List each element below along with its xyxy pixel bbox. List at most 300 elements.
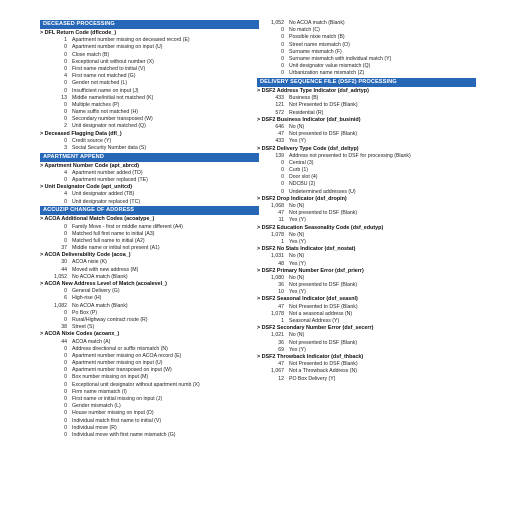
entry-count: 0 <box>64 374 67 381</box>
entry-label: Apartment number added (TD) <box>72 169 143 176</box>
entry-label: Apartment number missing on ACOA record (E) <box>72 352 182 359</box>
entry-row <box>40 360 259 367</box>
entry-label: Close match (B) <box>72 51 110 58</box>
entry-count: 139 <box>275 152 284 159</box>
field-title: > DSF2 Secondary Number Error (dsf_secerr) <box>257 325 374 332</box>
entry-count: 0 <box>64 360 67 367</box>
entry-count: 0 <box>281 63 284 70</box>
entry-count: 0 <box>64 309 67 316</box>
entry-row <box>40 396 259 403</box>
field-title: > DSF2 Throwback Indicator (dsf_thback) <box>257 353 364 360</box>
entry-label: Multiple matches (P) <box>72 101 120 108</box>
entry-row <box>40 245 259 252</box>
field-title: > DFL Return Code (dflcode_) <box>40 30 117 36</box>
entry-count: 0 <box>64 87 67 94</box>
section-header: APARTMENT APPEND <box>40 153 259 162</box>
entry-count: 0 <box>64 58 67 65</box>
entry-count: 36 <box>278 339 284 346</box>
entry-label: Possible nixie match (B) <box>289 34 345 41</box>
entry-row <box>257 138 476 145</box>
entry-row <box>40 123 259 130</box>
entry-label: Not presented to DSF (Blank) <box>289 131 358 138</box>
entry-count: 0 <box>281 159 284 166</box>
entry-label: Insufficient name on input (J) <box>72 87 139 94</box>
entry-row <box>40 339 259 346</box>
entry-label: First name or initial missing on input (J) <box>72 396 163 402</box>
entry-count: 0 <box>64 51 67 58</box>
field-group <box>40 30 259 131</box>
entry-count: 0 <box>64 410 67 417</box>
entry-label: Unit designator added (TB) <box>72 191 135 198</box>
entry-label: Not a Throwback Address (N) <box>289 368 357 375</box>
entry-row <box>257 311 476 318</box>
entry-label: Yes (Y) <box>289 346 306 353</box>
entry-count: 0 <box>64 116 67 123</box>
entry-row <box>257 167 476 174</box>
entry-label: Yes (Y) <box>289 217 306 224</box>
section-accuzip-change-of-address <box>40 206 259 439</box>
entry-row <box>40 259 259 266</box>
entry-row <box>257 340 476 347</box>
entry-row <box>257 49 476 56</box>
field-group <box>257 296 476 325</box>
field-group <box>257 354 476 383</box>
field-group <box>257 268 476 297</box>
entry-row <box>257 160 476 167</box>
entry-count: 4 <box>64 191 67 198</box>
entry-label: Residential (R) <box>289 109 324 116</box>
entry-count: 47 <box>278 131 284 138</box>
entry-row <box>40 425 259 432</box>
entry-count: 0 <box>281 41 284 48</box>
entry-row <box>257 95 476 102</box>
entry-row <box>40 88 259 95</box>
entry-row <box>257 56 476 63</box>
field-group <box>257 196 476 225</box>
entry-row <box>257 210 476 217</box>
entry-label: House number missing on input (D) <box>72 410 154 417</box>
entry-label: Matched full first name to initial (A3) <box>72 230 155 237</box>
entry-label: No (N) <box>289 123 305 130</box>
entry-row <box>40 177 259 184</box>
entry-label: Apartment number replaced (TE) <box>72 177 148 184</box>
entry-row <box>257 304 476 311</box>
entry-row <box>40 73 259 80</box>
entry-row <box>257 63 476 70</box>
entry-count: 0 <box>64 101 67 108</box>
entry-label: Address directional or suffix mismatch (N) <box>72 345 168 352</box>
entry-label: Gender mismatch (L) <box>72 403 121 410</box>
entry-label: Firm name mismatch (I) <box>72 388 127 395</box>
entry-count: 44 <box>61 266 67 273</box>
entry-row <box>40 274 259 281</box>
field-group <box>257 246 476 268</box>
entry-row <box>40 138 259 145</box>
entry-count: 0 <box>281 70 284 77</box>
field-title: > DSF2 Delivery Type Code (dsf_deltyp) <box>257 145 359 152</box>
entry-count: 11 <box>278 217 284 224</box>
entry-count: 0 <box>64 177 67 184</box>
entry-label: ACOA nixie (K) <box>72 259 107 266</box>
entry-label: First name not matched (G) <box>72 73 136 80</box>
entry-label: Street name mismatch (O) <box>289 41 350 48</box>
entry-label: Matched full name to initial (A2) <box>72 237 145 244</box>
entry-count: 0 <box>64 230 67 237</box>
entry-count: 3 <box>64 145 67 151</box>
entry-row <box>257 174 476 181</box>
entry-label: Apartment number missing on input (U) <box>72 44 163 51</box>
entry-row <box>40 367 259 374</box>
entry-count: 0 <box>281 55 284 62</box>
field-title: > DSF2 Address Type Indicator (dsf_adrtyp) <box>257 88 369 94</box>
entry-label: Business (B) <box>289 95 319 102</box>
entry-label: Surname mismatch with individual match (Y) <box>289 55 392 62</box>
entry-row <box>257 376 476 383</box>
entry-count: 1 <box>281 318 284 324</box>
entry-row <box>40 238 259 245</box>
entry-count: 0 <box>64 65 67 72</box>
entry-count: 47 <box>278 361 284 368</box>
entry-label: General Delivery (G) <box>72 288 120 295</box>
entry-label: Gender not matched (L) <box>72 80 128 87</box>
entry-count: 0 <box>281 167 284 174</box>
entry-label: Not a seasonal address (N) <box>289 310 353 317</box>
field-group <box>257 325 476 354</box>
entry-label: Not Presented to DSF (Blank) <box>289 102 358 109</box>
entry-count: 572 <box>275 109 284 116</box>
entry-count: 0 <box>64 237 67 244</box>
entry-row <box>257 239 476 246</box>
entry-label: Door slot (4) <box>289 174 318 181</box>
field-title: > DSF2 No Stats Indicator (dsf_nostat) <box>257 246 356 253</box>
entry-label: Not presented to DSF (Blank) <box>289 282 358 289</box>
entry-label: First name matched to initial (V) <box>72 65 146 72</box>
entry-count: 4 <box>64 169 67 176</box>
entry-count: 13 <box>61 94 67 101</box>
entry-row <box>40 389 259 396</box>
entry-row <box>40 231 259 238</box>
entry-label: No (N) <box>289 253 305 260</box>
field-group <box>40 281 259 331</box>
entry-label: No ACOA match (Blank) <box>289 20 345 26</box>
entry-count: 1,080 <box>271 274 284 281</box>
entry-count: 0 <box>281 174 284 181</box>
entry-count: 0 <box>64 431 67 438</box>
entry-label: No ACOA match (Blank) <box>72 273 128 280</box>
entry-count: 4 <box>64 73 67 80</box>
field-title: > DSF2 Drop Indicator (dsf_dropin) <box>257 195 347 202</box>
field-title: > ACOA Nixie Codes (acoanx_) <box>40 331 120 338</box>
field-title: > DSF2 Seasonal Indicator (dsf_seasnl) <box>257 296 358 303</box>
entry-count: 1,021 <box>271 332 284 339</box>
entry-label: High-rise (H) <box>72 295 102 302</box>
entry-label: Urbanization name mismatch (Z) <box>289 70 365 77</box>
field-group <box>257 117 476 146</box>
entry-row <box>40 52 259 59</box>
entry-row <box>257 124 476 131</box>
entry-count: 47 <box>278 303 284 310</box>
entry-label: Not Presented to DSF (Blank) <box>289 361 358 368</box>
entry-row <box>257 102 476 109</box>
entry-row <box>40 37 259 44</box>
entry-count: 1 <box>281 238 284 245</box>
entry-label: Po Box (P) <box>72 309 98 316</box>
entry-row <box>40 403 259 410</box>
entry-label: No (N) <box>289 274 305 281</box>
entry-count: 1,078 <box>271 231 284 238</box>
entry-count: 44 <box>61 338 67 345</box>
field-group <box>40 184 259 206</box>
entry-row <box>257 70 476 77</box>
entry-count: 121 <box>275 102 284 109</box>
entry-row <box>40 303 259 310</box>
right-column <box>257 20 476 383</box>
entry-label: Box number missing on input (M) <box>72 374 149 381</box>
entry-label: Unit designator replaced (TC) <box>72 198 141 205</box>
entry-row <box>257 275 476 282</box>
entry-count: 0 <box>64 223 67 230</box>
field-group <box>257 146 476 196</box>
entry-count: 0 <box>281 48 284 55</box>
entry-count: 0 <box>64 316 67 323</box>
entry-row <box>40 288 259 295</box>
entry-row <box>257 347 476 354</box>
entry-label: Not presented to DSF (Blank) <box>289 210 358 217</box>
entry-row <box>257 27 476 34</box>
entry-label: Moved with new address (M) <box>72 266 139 273</box>
entry-label: Not presented to DSF (Blank) <box>289 339 358 346</box>
section-delivery-sequence-file-dsf2-processing <box>257 78 476 383</box>
field-title: > ACOA New Address Level of Match (acoalevel_) <box>40 281 167 287</box>
entry-label: No ACOA match (Blank) <box>72 302 128 309</box>
entry-count: 0 <box>281 188 284 195</box>
section-apartment-append <box>40 153 259 206</box>
entry-label: Yes (Y) <box>289 138 306 145</box>
entry-row <box>40 116 259 123</box>
entry-label: Rural/Highway contract route (R) <box>72 316 148 323</box>
entry-count: 1,078 <box>271 310 284 317</box>
entry-label: NDCBU (2) <box>289 181 316 188</box>
entry-row <box>257 189 476 196</box>
entry-row <box>40 191 259 198</box>
entry-row <box>40 80 259 87</box>
entry-row <box>257 153 476 160</box>
entry-row <box>40 66 259 73</box>
field-title: > DSF2 Business Indicator (dsf_businid) <box>257 116 361 123</box>
entry-row <box>257 34 476 41</box>
field-title: > Apartment Number Code (apt_abrcd) <box>40 162 140 169</box>
entry-row <box>257 282 476 289</box>
entry-count: 0 <box>64 417 67 424</box>
entry-count: 0 <box>64 288 67 295</box>
entry-row <box>257 110 476 117</box>
entry-label: Exceptional unit without number (X) <box>72 58 154 65</box>
entry-row <box>257 318 476 325</box>
entry-label: Apartment number transposed on input (W) <box>72 367 172 374</box>
left-column <box>40 20 259 440</box>
entry-label: Apartment number missing on input (U) <box>72 360 163 367</box>
entry-count: 0 <box>64 352 67 359</box>
entry-row <box>40 374 259 381</box>
entry-label: Unit designator not matched (Q) <box>72 123 146 130</box>
entry-count: 433 <box>275 138 284 145</box>
entry-row <box>40 295 259 302</box>
entry-label: PO Box Delivery (Y) <box>289 375 336 382</box>
entry-row <box>40 109 259 116</box>
field-group <box>257 225 476 247</box>
entry-row <box>40 410 259 417</box>
entry-count: 0 <box>64 198 67 205</box>
section-continued <box>257 20 476 78</box>
entry-label: Secondary number transposed (W) <box>72 116 153 123</box>
entry-row <box>40 324 259 331</box>
entry-row <box>40 346 259 353</box>
entry-count: 1,052 <box>271 20 284 26</box>
entry-count: 1,082 <box>54 302 67 309</box>
entry-row <box>40 95 259 102</box>
entry-count: 0 <box>281 181 284 188</box>
entry-label: Exceptional unit designator without apartment numb (X) <box>72 381 200 388</box>
entry-count: 1,031 <box>271 253 284 260</box>
entry-count: 1,052 <box>54 273 67 280</box>
entry-count: 47 <box>278 210 284 217</box>
field-group <box>40 163 259 185</box>
entry-label: Individual move (R) <box>72 424 117 431</box>
entry-label: Individual move with first name mismatch (G) <box>72 431 176 438</box>
entry-count: 1,068 <box>271 203 284 209</box>
entry-count: 0 <box>64 137 67 144</box>
field-group <box>40 131 259 153</box>
field-group <box>257 20 476 78</box>
entry-row <box>40 317 259 324</box>
entry-row <box>40 44 259 51</box>
entry-count: 69 <box>278 346 284 353</box>
entry-label: Individual match first name to initial (V) <box>72 417 162 424</box>
entry-label: Credit source (Y) <box>72 137 112 144</box>
entry-count: 0 <box>64 381 67 388</box>
entry-row <box>257 332 476 339</box>
entry-count: 1 <box>64 37 67 44</box>
entry-row <box>257 261 476 268</box>
entry-row <box>257 181 476 188</box>
entry-row <box>40 432 259 439</box>
entry-count: 2 <box>64 123 67 130</box>
entry-row <box>40 267 259 274</box>
field-title: > Unit Designator Code (apt_unitcd) <box>40 184 133 191</box>
entry-row <box>40 310 259 317</box>
entry-count: 646 <box>275 123 284 130</box>
entry-label: Yes (Y) <box>289 289 306 296</box>
entry-count: 0 <box>64 424 67 431</box>
entry-row <box>40 59 259 66</box>
section-deceased-processing <box>40 20 259 152</box>
entry-count: 0 <box>281 27 284 34</box>
entry-row <box>40 418 259 425</box>
entry-row <box>40 199 259 206</box>
entry-row <box>40 224 259 231</box>
field-title: > ACOA Deliverability Code (acoa_) <box>40 252 131 259</box>
entry-count: 48 <box>278 260 284 267</box>
entry-row <box>257 20 476 27</box>
entry-label: ACOA match (A) <box>72 338 111 345</box>
entry-label: No match (C) <box>289 27 320 34</box>
section-header: DECEASED PROCESSING <box>40 20 259 29</box>
entry-count: 1,067 <box>271 368 284 375</box>
field-title: > DSF2 Education Seasonality Code (dsf_edutyp) <box>257 224 384 231</box>
entry-label: Family Move - first or middle name different (A4) <box>72 223 183 230</box>
field-title: > ACOA Additional Match Codes (acoatype_) <box>40 216 155 223</box>
entry-count: 12 <box>278 375 284 382</box>
entry-label: No (N) <box>289 332 305 339</box>
entry-label: Yes (Y) <box>289 238 306 245</box>
entry-row <box>257 361 476 368</box>
entry-count: 0 <box>64 345 67 352</box>
entry-label: Middle name/initial not matched (K) <box>72 94 154 101</box>
entry-label: No (N) <box>289 203 305 209</box>
entry-label: Middle name or initial not present (A1) <box>72 245 160 252</box>
section-header: DELIVERY SEQUENCE FILE (DSF2) PROCESSING <box>257 78 476 87</box>
entry-count: 433 <box>275 95 284 102</box>
entry-row <box>40 353 259 360</box>
entry-label: Seasonal Address (Y) <box>289 318 340 324</box>
entry-count: 6 <box>64 295 67 302</box>
entry-label: Surname mismatch (F) <box>289 48 342 55</box>
entry-row <box>40 102 259 109</box>
entry-label: Name suffix not matched (H) <box>72 109 138 116</box>
entry-row <box>257 42 476 49</box>
entry-label: Social Security Number data (S) <box>72 145 147 151</box>
field-group <box>40 252 259 281</box>
entry-row <box>257 203 476 210</box>
field-group <box>40 216 259 252</box>
entry-row <box>40 145 259 152</box>
entry-count: 0 <box>64 403 67 410</box>
entry-count: 0 <box>64 109 67 116</box>
entry-count: 38 <box>61 324 67 331</box>
entry-count: 0 <box>64 44 67 51</box>
entry-row <box>257 289 476 296</box>
entry-count: 0 <box>64 388 67 395</box>
section-header: ACCUZIP CHANGE OF ADDRESS <box>40 206 259 215</box>
entry-row <box>257 217 476 224</box>
field-group <box>257 88 476 117</box>
entry-label: Curb (1) <box>289 167 309 174</box>
entry-row <box>40 170 259 177</box>
field-title: > Deceased Flagging Data (dfl_) <box>40 130 122 137</box>
entry-count: 0 <box>64 367 67 374</box>
entry-count: 0 <box>64 396 67 402</box>
field-group <box>40 331 259 439</box>
entry-label: Not Presented to DSF (Blank) <box>289 303 358 310</box>
entry-label: Central (3) <box>289 159 314 166</box>
entry-count: 0 <box>64 80 67 87</box>
entry-count: 36 <box>278 282 284 289</box>
entry-label: No (N) <box>289 231 305 238</box>
entry-label: Apartment number missing on deceased record (E) <box>72 37 190 44</box>
entry-count: 10 <box>278 289 284 296</box>
entry-count: 0 <box>281 34 284 41</box>
entry-row <box>257 131 476 138</box>
entry-label: Unit designator value mismatch (Q) <box>289 63 371 70</box>
field-title: > DSF2 Primary Number Error (dsf_prierr) <box>257 267 364 274</box>
entry-row <box>257 368 476 375</box>
entry-count: 30 <box>61 259 67 266</box>
entry-label: Address not presented to DSF for processing (Blank) <box>289 152 411 159</box>
entry-label: Undetermined addresses (U) <box>289 188 356 195</box>
entry-label: Yes (Y) <box>289 260 306 267</box>
entry-row <box>40 382 259 389</box>
entry-row <box>257 232 476 239</box>
